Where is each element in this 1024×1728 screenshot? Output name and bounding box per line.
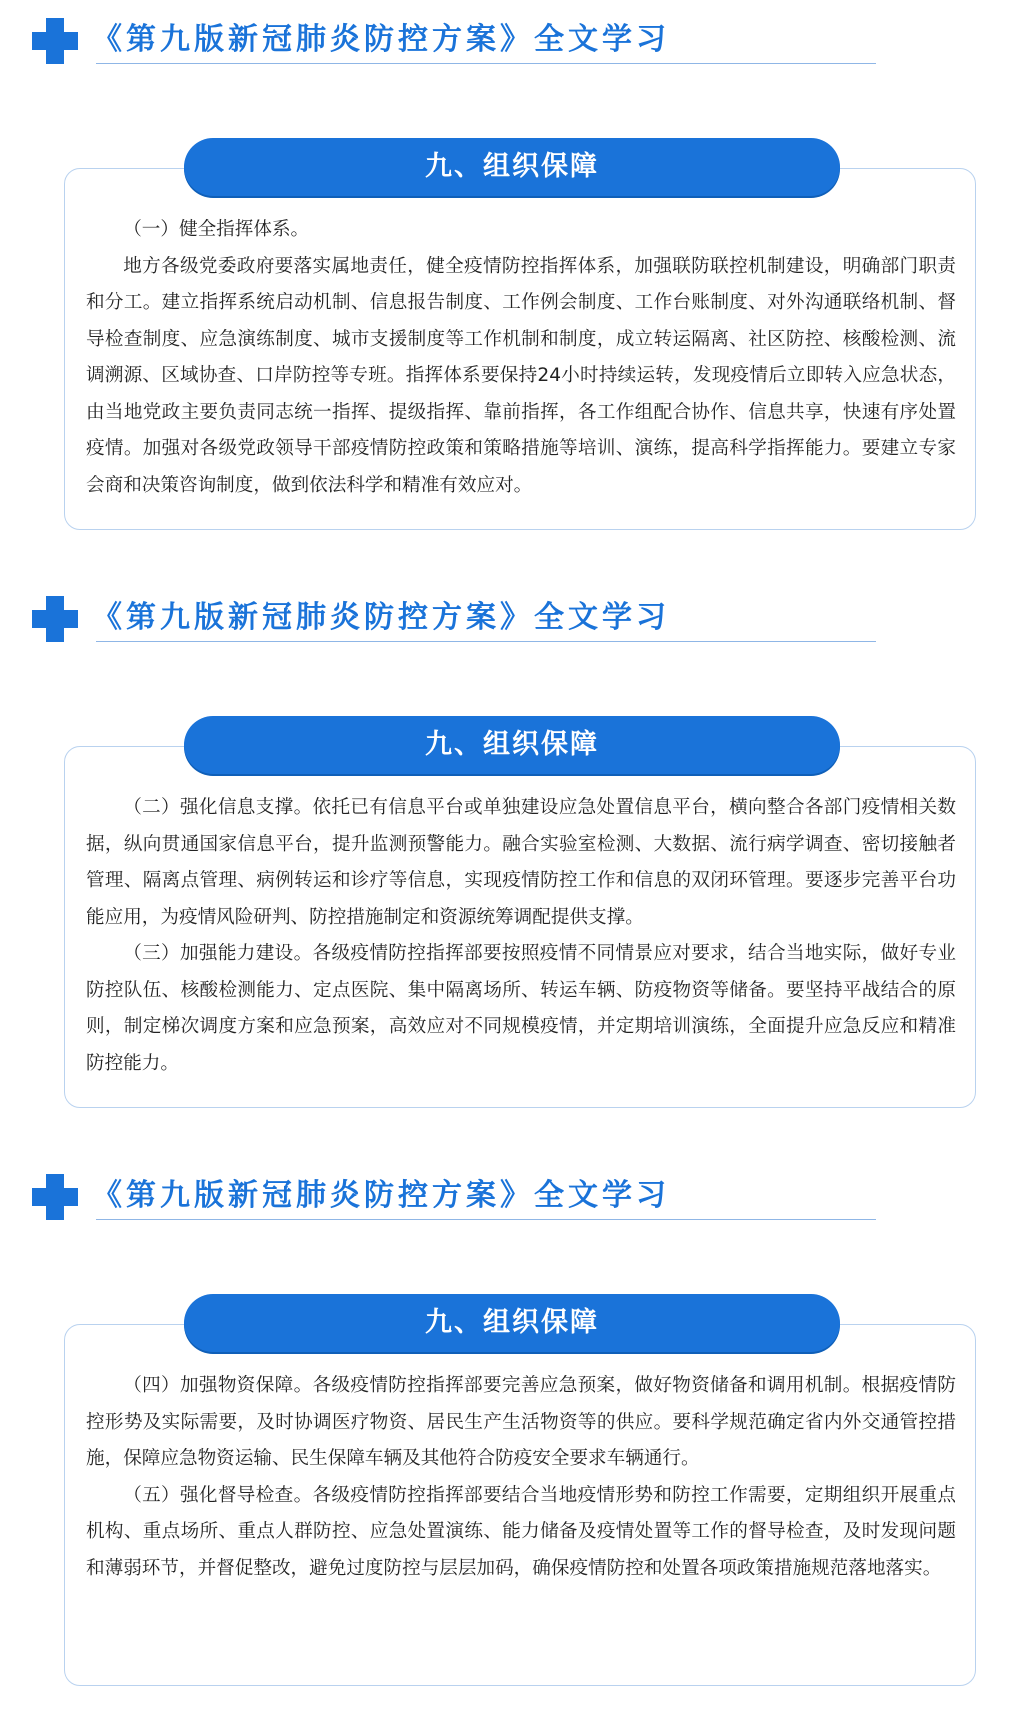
section-pill-title: 九、组织保障	[184, 1294, 840, 1352]
card-body	[86, 212, 956, 504]
header-title: 《第九版新冠肺炎防控方案》全文学习	[92, 600, 670, 635]
header-title: 《第九版新冠肺炎防控方案》全文学习	[92, 1178, 670, 1213]
section-1	[0, 0, 1024, 560]
header-underline	[96, 641, 876, 642]
section-2	[0, 578, 1024, 1138]
section-pill-title: 九、组织保障	[184, 138, 840, 196]
medical-cross-icon	[32, 18, 78, 64]
paragraph: （二）强化信息支撑。依托已有信息平台或单独建设应急处置信息平台，横向整合各部门疫情相关数据，纵向贯通国家信息平台，提升监测预警能力。融合实验室检测、大数据、流行病学调查、密切接触者管理、隔离点管理、病例转运和诊疗等信息，实现疫情防控工作和信息的双闭环管理。要逐步完善平台功能应用，为疫情风险研判、防控措施制定和资源统筹调配提供支撑。	[86, 797, 956, 928]
medical-cross-icon	[32, 1174, 78, 1220]
paragraph: （四）加强物资保障。各级疫情防控指挥部要完善应急预案，做好物资储备和调用机制。根据疫情防控形势及实际需要，及时协调医疗物资、居民生产生活物资等的供应。要科学规范确定省内外交通管控措施，保障应急物资运输、民生保障车辆及其他符合防疫安全要求车辆通行。	[86, 1375, 956, 1469]
section-pill-title: 九、组织保障	[184, 716, 840, 774]
header-underline	[96, 1219, 876, 1220]
paragraph: 地方各级党委政府要落实属地责任，健全疫情防控指挥体系，加强联防联控机制建设，明确部门职责和分工。建立指挥系统启动机制、信息报告制度、工作例会制度、工作台账制度、对外沟通联络机制、督导检查制度、应急演练制度、城市支援制度等工作机制和制度，成立转运隔离、社区防控、核酸检测、流调溯源、区域协查、口岸防控等专班。指挥体系要保持24小时持续运转，发现疫情后立即转入应急状态，由当地党政主要负责同志统一指挥、提级指挥、靠前指挥，各工作组配合协作、信息共享，快速有序处置疫情。加强对各级党政领导干部疫情防控政策和策略措施等培训、演练，提高科学指挥能力。要建立专家会商和决策咨询制度，做到依法科学和精准有效应对。	[86, 255, 956, 496]
header-underline	[96, 63, 876, 64]
card-body	[86, 790, 956, 1082]
section-header	[0, 0, 1024, 80]
card-body	[86, 1368, 956, 1587]
paragraph: （一）健全指挥体系。	[123, 219, 310, 240]
paragraph: （三）加强能力建设。各级疫情防控指挥部要按照疫情不同情景应对要求，结合当地实际，做好专业防控队伍、核酸检测能力、定点医院、集中隔离场所、转运车辆、防疫物资等储备。要坚持平战结合的原则，制定梯次调度方案和应急预案，高效应对不同规模疫情，并定期培训演练，全面提升应急反应和精准防控能力。	[86, 943, 956, 1074]
section-3	[0, 1156, 1024, 1728]
section-header	[0, 578, 1024, 658]
paragraph: （五）强化督导检查。各级疫情防控指挥部要结合当地疫情形势和防控工作需要，定期组织开展重点机构、重点场所、重点人群防控、应急处置演练、能力储备及疫情处置等工作的督导检查，及时发现问题和薄弱环节，并督促整改，避免过度防控与层层加码，确保疫情防控和处置各项政策措施规范落地落实。	[86, 1484, 956, 1579]
header-title: 《第九版新冠肺炎防控方案》全文学习	[92, 22, 670, 57]
section-header	[0, 1156, 1024, 1236]
medical-cross-icon	[32, 596, 78, 642]
